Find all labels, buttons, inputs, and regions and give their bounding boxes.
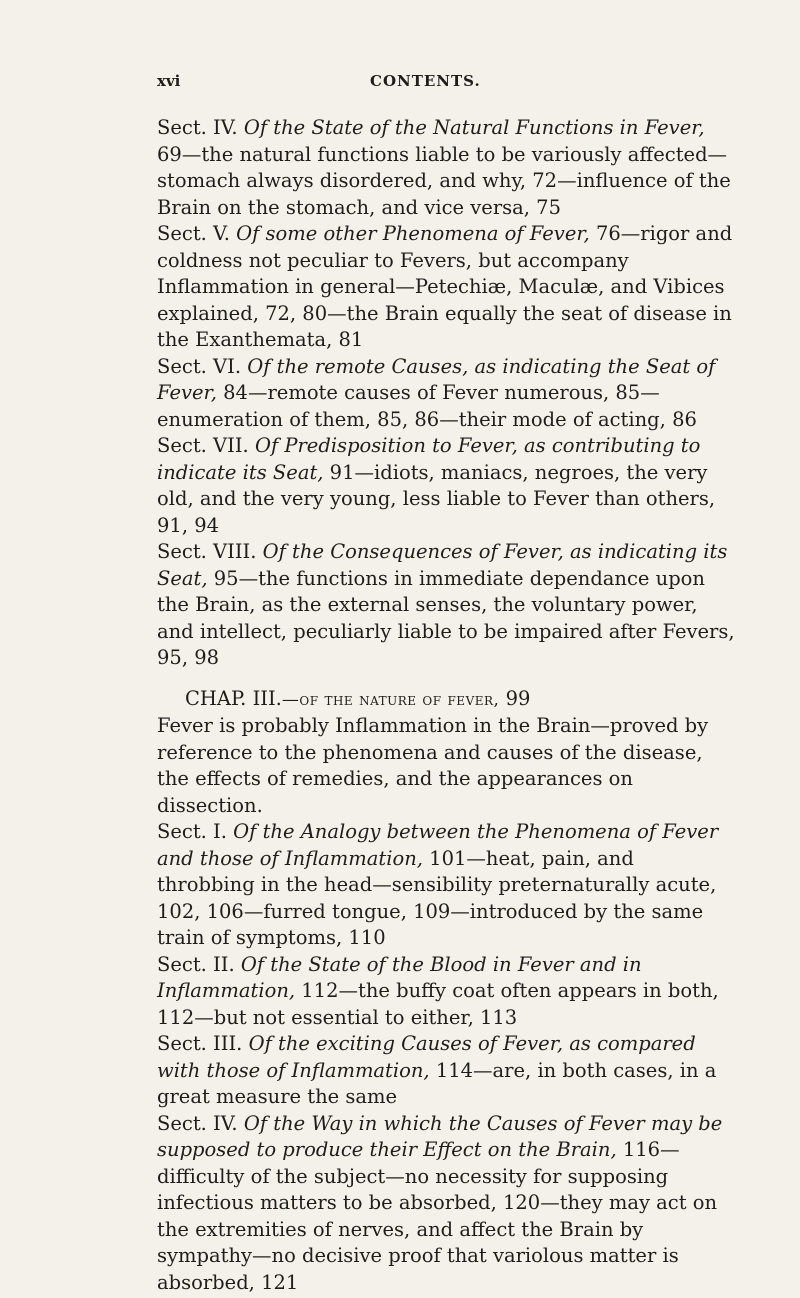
section-heading: Of some other Phenomena of Fever,	[236, 222, 590, 245]
section-label: Sect. VII.	[157, 434, 249, 457]
chapter-title: —of the nature of fever,	[281, 689, 500, 710]
page-number: xvi	[157, 72, 181, 90]
running-title: CONTENTS.	[370, 72, 481, 90]
section-entry	[157, 221, 735, 354]
section-entry	[157, 433, 735, 539]
section-heading: Of the Consequences of Fever, as indicating its Seat,	[157, 540, 728, 590]
section-entry	[157, 354, 735, 434]
section-heading: Of the Analogy between the Phenomena of Fever and those of Inflammation,	[157, 820, 719, 870]
section-text: 101—heat, pain, and throbbing in the head—sensibility preternaturally acute, 102, 106—furred tongue, 109—introduced by the same train of symptoms, 110	[157, 846, 717, 949]
section-text: 84—remote causes of Fever numerous, 85—enumeration of them, 85, 86—their mode of acting, 86	[157, 381, 697, 431]
section-label: Sect. III.	[157, 1032, 243, 1055]
section-label: Sect. VIII.	[157, 540, 257, 563]
section-entry	[157, 1031, 735, 1111]
section-entry	[157, 539, 735, 672]
section-entry	[157, 819, 735, 952]
section-label: Sect. IV.	[157, 116, 238, 139]
chapter-heading	[157, 686, 735, 714]
chapter-page: 99	[499, 686, 531, 710]
section-label: Sect. I.	[157, 820, 227, 843]
section-label: Sect. VI.	[157, 354, 242, 378]
contents-body	[157, 115, 735, 1296]
section-text: 95—the functions in immediate dependance upon the Brain, as the external senses, the voluntary power, and intellect, peculiarly liable to be impaired after Fevers, 95, 98	[157, 566, 735, 669]
section-heading: Of the remote Causes, as indicating the Seat of Fever,	[157, 354, 716, 404]
section-text: 91—idiots, maniacs, negroes, the very old, and the very young, less liable to Fever than others, 91, 94	[157, 460, 716, 537]
section-text: 69—the natural functions liable to be variously affected—stomach always disordered, and why, 72—influence of the Brain on the stomach, and vice versa, 75	[157, 142, 731, 219]
section-text: 116—difficulty of the subject—no necessity for supposing infectious matters to be absorbed, 120—they may act on the extremities of nerves, and affect the Brain by sympathy—no decisive proof that variolous matter is absorbed, 121	[157, 1138, 718, 1294]
section-entry	[157, 952, 735, 1032]
chapter-intro: Fever is probably Inflammation in the Brain—proved by reference to the phenomena and causes of the disease, the effects of remedies, and the appearances on dissection.	[157, 714, 709, 817]
page-header	[157, 72, 710, 98]
section-label: Sect. V.	[157, 222, 230, 245]
section-label: Sect. IV.	[157, 1111, 238, 1135]
section-label: Sect. II.	[157, 952, 235, 976]
section-heading: Of Predisposition to Fever, as contributing to indicate its Seat,	[157, 434, 701, 484]
section-heading: Of the exciting Causes of Fever, as compared with those of Inflammation,	[157, 1032, 696, 1082]
chapter-label: CHAP. III.	[185, 686, 282, 710]
section-text: 76—rigor and coldness not peculiar to Fevers, but accompany Inflammation in general—Petechiæ, Maculæ, and Vibices explained, 72, 80—the Brain equally the seat of disease in the Exanthemata, 81	[157, 222, 733, 351]
section-text: 112—the buffy coat often appears in both, 112—but not essential to either, 113	[157, 979, 719, 1029]
section-entry	[157, 115, 735, 221]
section-entry	[157, 1111, 735, 1297]
section-heading: Of the State of the Natural Functions in Fever,	[243, 116, 705, 139]
section-heading: Of the Way in which the Causes of Fever may be supposed to produce their Effect on the Brain,	[157, 1111, 723, 1161]
section-heading: Of the State of the Blood in Fever and in Inflammation,	[157, 952, 642, 1002]
section-text: 114—are, in both cases, in a great measure the same	[157, 1058, 717, 1108]
